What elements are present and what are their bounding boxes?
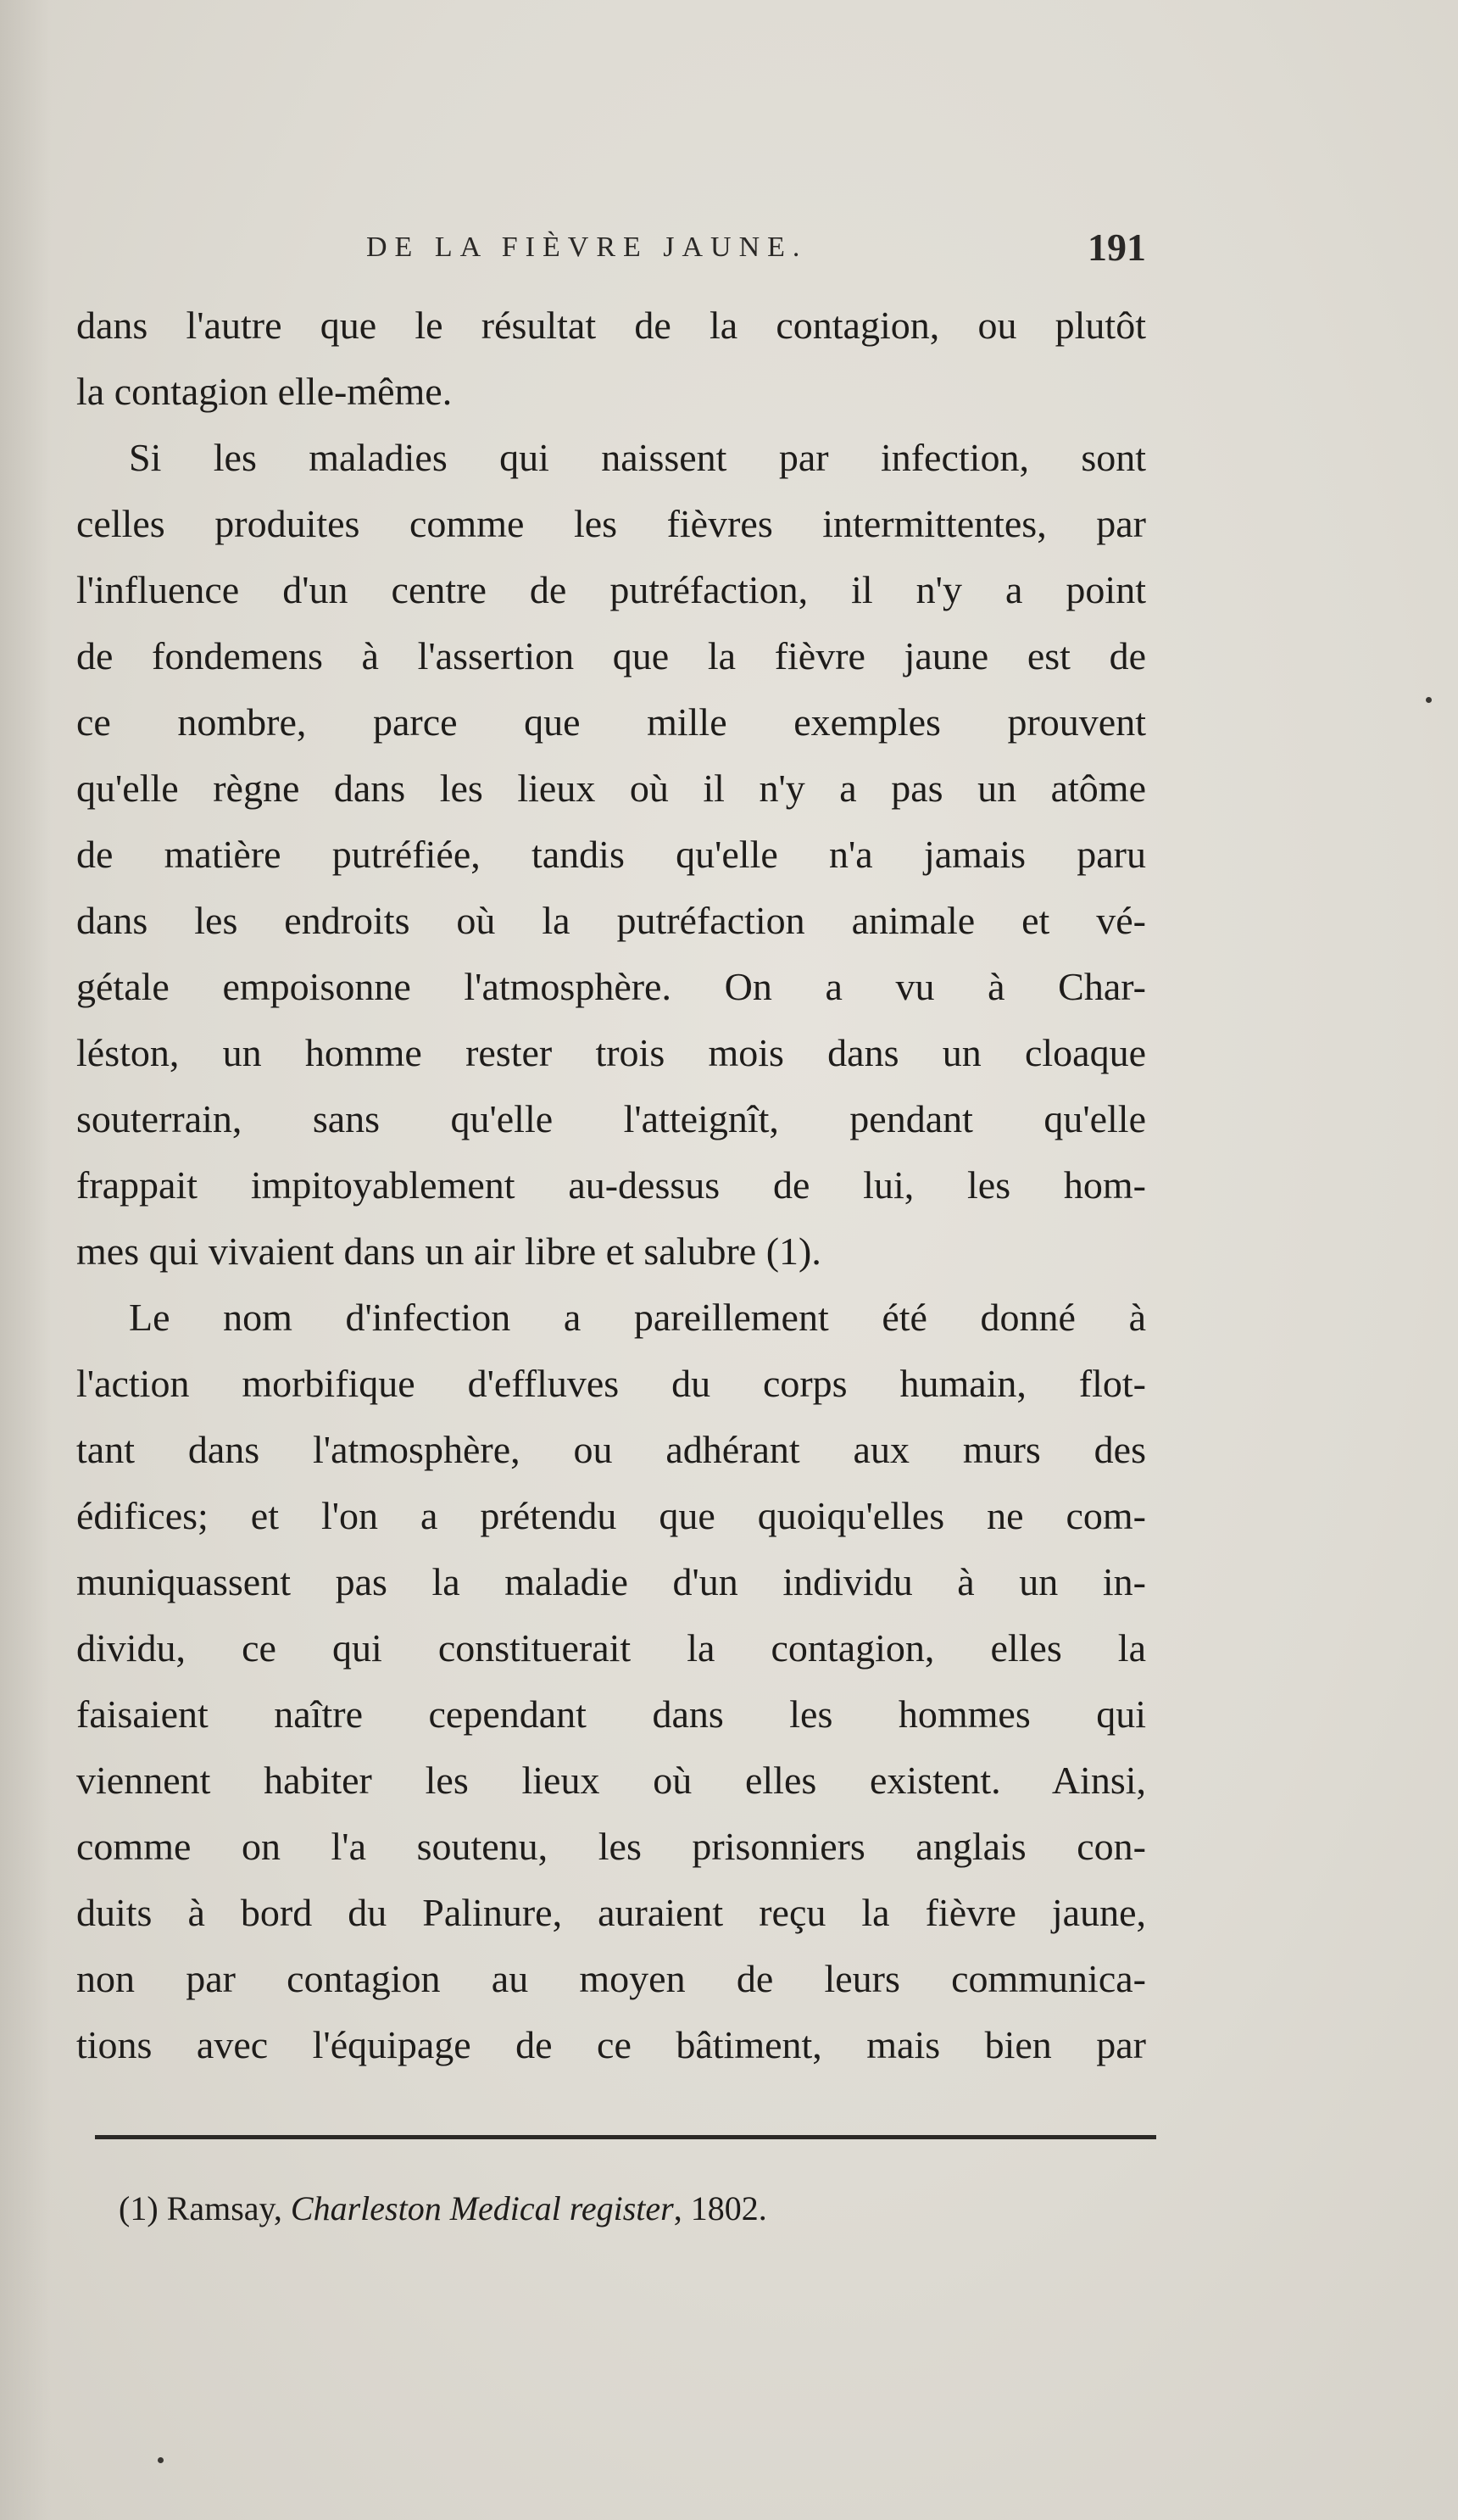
paper-speck [1426,697,1432,703]
paper-speck [158,2457,164,2463]
running-head [366,222,1146,273]
text-line: frappait impitoyablement au-dessus de lui, les hom- [76,1163,1146,1207]
text-line: souterrain, sans qu'elle l'atteignît, pendant qu'elle [76,1097,1146,1140]
text-line: qu'elle règne dans les lieux où il n'y a pas un atôme [76,767,1146,810]
text-line: de fondemens à l'assertion que la fièvre jaune est de [76,634,1146,677]
text-line: l'influence d'un centre de putréfaction, il n'y a point [76,568,1146,611]
footnote [119,2183,1136,2234]
footnote-rule [95,2135,1156,2139]
text-line: dans les endroits où la putréfaction animale et vé- [76,899,1146,942]
footnote-year: , 1802. [673,2189,767,2227]
text-line: Si les maladies qui naissent par infection, sont [129,436,1146,479]
text-line: édifices; et l'on a prétendu que quoiqu'elles ne com- [76,1494,1146,1537]
body-text [76,293,1146,2078]
text-line: viennent habiter les lieux où elles existent. Ainsi, [76,1759,1146,1802]
text-line: duits à bord du Palinure, auraient reçu la fièvre jaune, [76,1891,1146,1934]
text-line: comme on l'a soutenu, les prisonniers anglais con- [76,1825,1146,1868]
page-number: 191 [1088,226,1146,269]
text-line: la contagion elle-même. [76,370,453,413]
text-line: faisaient naître cependant dans les hommes qui [76,1692,1146,1736]
text-line: tant dans l'atmosphère, ou adhérant aux murs des [76,1428,1146,1471]
footnote-author: Ramsay, [166,2189,282,2227]
text-line: l'action morbifique d'effluves du corps humain, flot- [76,1362,1146,1405]
text-line: de matière putréfiée, tandis qu'elle n'a jamais paru [76,833,1146,876]
text-line: mes qui vivaient dans un air libre et salubre (1). [76,1229,821,1273]
text-line: ce nombre, parce que mille exemples prouvent [76,700,1146,744]
text-line: non par contagion au moyen de leurs communica- [76,1957,1146,2000]
footnote-marker: (1) [119,2189,159,2227]
text-line: léston, un homme rester trois mois dans un cloaque [76,1031,1146,1074]
page-gutter-shadow [0,0,51,2520]
text-line: gétale empoisonne l'atmosphère. On a vu à Char- [76,965,1146,1008]
text-line: dividu, ce qui constituerait la contagion, elles la [76,1626,1146,1670]
text-line: tions avec l'équipage de ce bâtiment, mais bien par [76,2023,1146,2066]
footnote-title: Charleston Medical register [290,2189,674,2227]
running-title: DE LA FIÈVRE JAUNE. [366,231,808,263]
text-line: Le nom d'infection a pareillement été donné à [129,1296,1146,1339]
text-line: celles produites comme les fièvres intermittentes, par [76,502,1146,545]
text-line: muniquassent pas la maladie d'un individu à un in- [76,1560,1146,1603]
text-line: dans l'autre que le résultat de la contagion, ou plutôt [76,304,1146,347]
